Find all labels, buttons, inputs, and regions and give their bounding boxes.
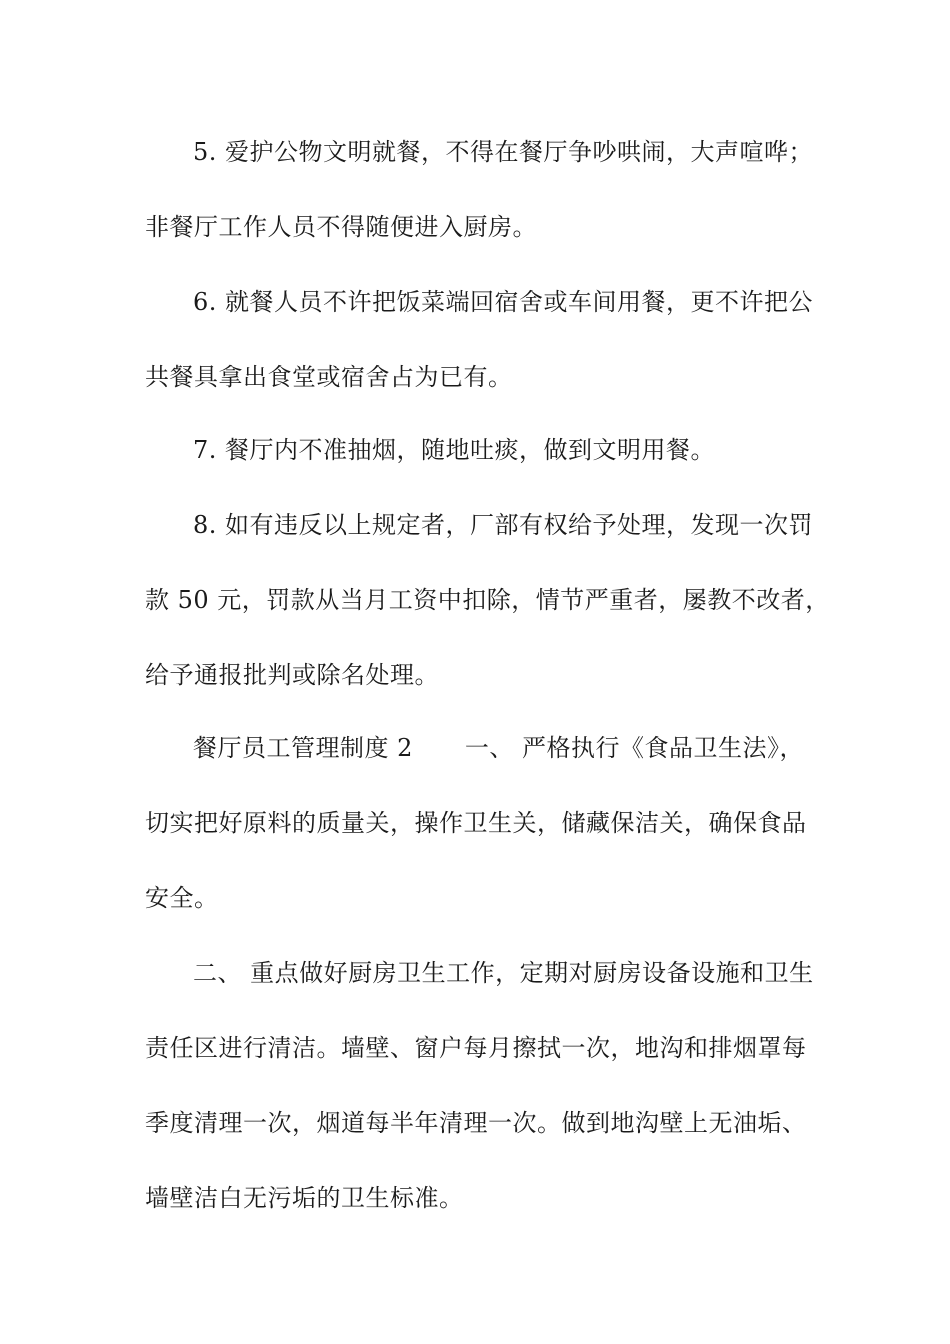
- text-line: 5. 爱护公物文明就餐，不得在餐厅争吵哄闹，大声喧哗；: [193, 138, 814, 166]
- text-segment: 一、 严格执行《食品卫生法》，: [464, 734, 805, 762]
- text-line: 非餐厅工作人员不得随便进入厨房。: [145, 213, 537, 241]
- text-line: 季度清理一次，烟道每半年清理一次。做到地沟壁上无油垢、: [145, 1109, 807, 1137]
- text-line: 给予通报批判或除名处理。: [145, 661, 439, 689]
- text-line: 款 50 元，罚款从当月工资中扣除，情节严重者，屡教不改者，: [145, 586, 830, 614]
- text-line: 二、 重点做好厨房卫生工作，定期对厨房设备设施和卫生: [193, 959, 814, 987]
- text-line: 共餐具拿出食堂或宿舍占为已有。: [145, 363, 513, 391]
- text-line: 安全。: [145, 884, 219, 912]
- text-line: 8. 如有违反以上规定者，厂部有权给予处理，发现一次罚: [193, 511, 814, 539]
- section-heading-line: [193, 733, 825, 763]
- text-line: 责任区进行清洁。墙壁、窗户每月擦拭一次，地沟和排烟罩每: [145, 1034, 807, 1062]
- text-line: 切实把好原料的质量关，操作卫生关，储藏保洁关，确保食品: [145, 809, 807, 837]
- text-line: 7. 餐厅内不准抽烟，随地吐痰，做到文明用餐。: [193, 436, 716, 464]
- text-line: 墙壁洁白无污垢的卫生标准。: [145, 1184, 464, 1212]
- text-line: 6. 就餐人员不许把饭菜端回宿舍或车间用餐，更不许把公: [193, 288, 814, 316]
- section-title: 餐厅员工管理制度 2: [193, 734, 413, 762]
